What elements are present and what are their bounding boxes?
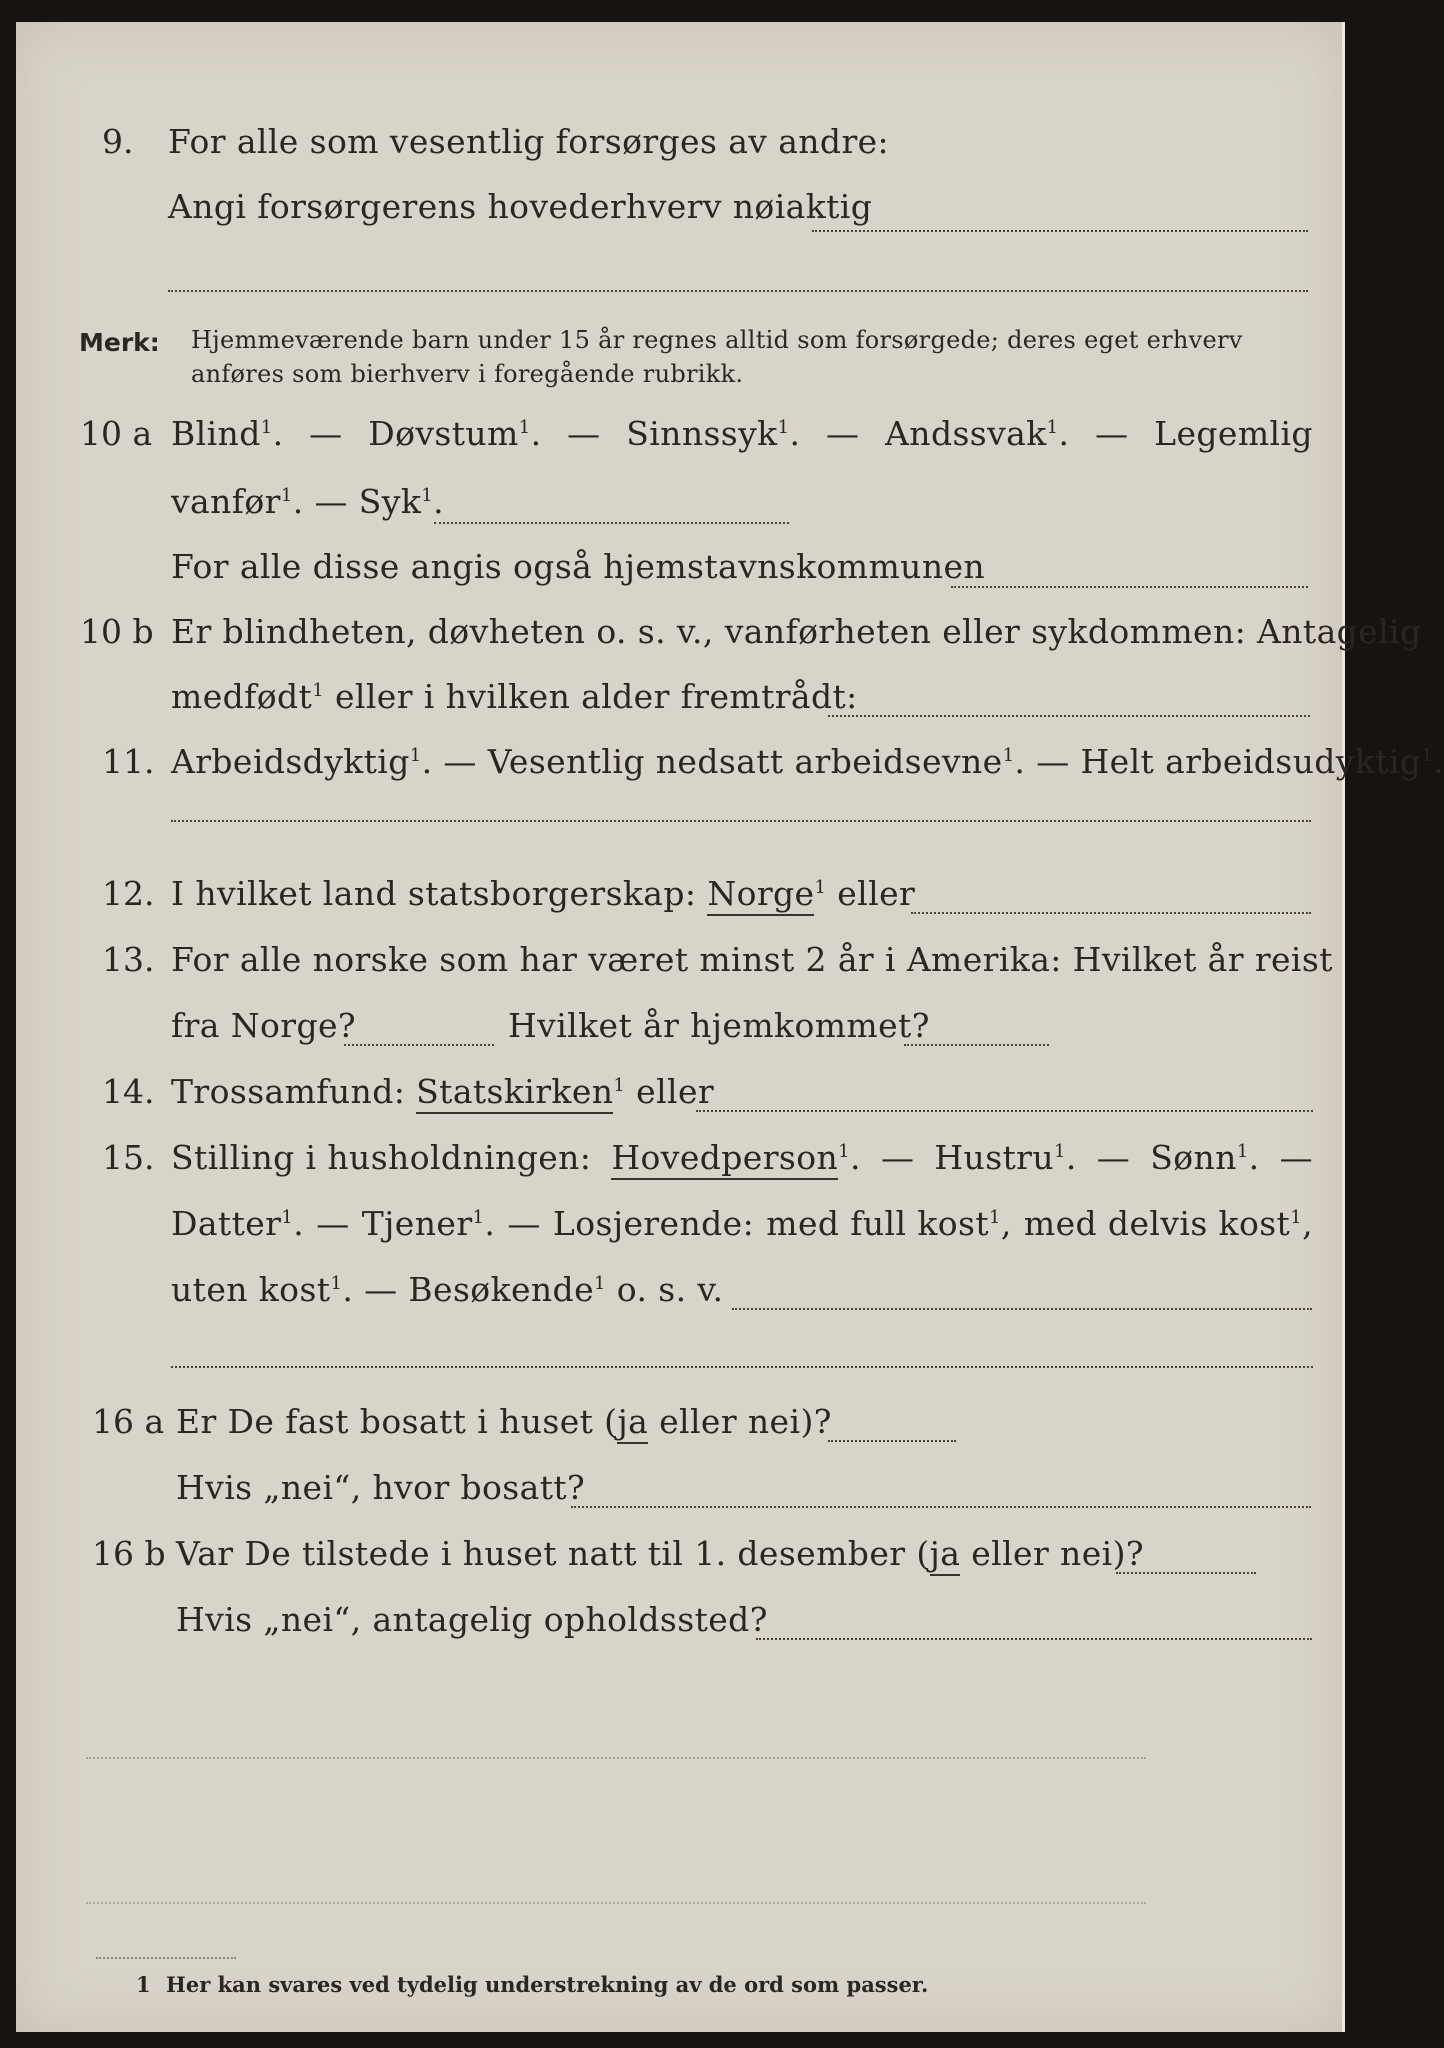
separator-dash: — <box>567 414 601 453</box>
question-15-number: 15. <box>102 1138 155 1177</box>
question-13-number: 13. <box>102 940 155 979</box>
question-16a-line-1: Er De fast bosatt i huset (ja eller nei)? <box>176 1402 832 1441</box>
option-nedsatt-arbeidsevne[interactable]: Vesentlig nedsatt arbeidsevne$^1$. <box>487 742 1026 781</box>
answer-line-q16b[interactable] <box>1116 1572 1256 1574</box>
answer-line-q12-country[interactable] <box>911 912 1311 914</box>
question-10a-line-2 <box>171 482 444 521</box>
option-hustru[interactable]: Hustru$^1$. <box>934 1138 1077 1177</box>
footnote-mark: 1 <box>136 1972 151 1997</box>
question-11-line: Arbeidsdyktig$^1$. — Vesentlig nedsatt arbeidsevne$^1$. — Helt arbeidsudyktig$^1$. <box>171 742 1444 781</box>
option-dovstum[interactable]: Døvstum$^1$. <box>368 414 542 453</box>
separator-dash: — <box>826 414 860 453</box>
footnote-text: Her kan svares ved tydelig understrekning av de ord som passer. <box>166 1972 929 1997</box>
option-legemlig[interactable]: Legemlig <box>1154 414 1313 453</box>
question-12-number: 12. <box>102 874 155 913</box>
answer-line-q15-status[interactable] <box>732 1308 1312 1310</box>
note-label: Merk: <box>79 328 160 357</box>
answer-line-q10b-age[interactable] <box>828 715 1310 717</box>
answer-line-q10a-syk[interactable] <box>434 522 789 524</box>
census-form-page <box>16 22 1444 2032</box>
answer-line-q10a-municipality[interactable] <box>951 586 1308 588</box>
separator-dash: — <box>1095 414 1129 453</box>
answer-line-q9-occupation[interactable] <box>812 230 1308 232</box>
separator-dash: — <box>309 414 343 453</box>
question-16b-line-1: Var De tilstede i huset natt til 1. desember (ja eller nei)? <box>176 1534 1144 1573</box>
option-medfodt[interactable]: medfødt$^1$ <box>171 677 325 716</box>
blank-line <box>86 1757 1146 1759</box>
question-16b-line-2: Hvis „nei“, antagelig opholdssted? <box>176 1600 768 1639</box>
option-full-kost[interactable]: med full kost$^1$, <box>766 1204 1012 1243</box>
answer-line-q16a[interactable] <box>828 1440 956 1442</box>
option-besokende[interactable]: Besøkende$^1$ <box>408 1270 606 1309</box>
answer-line-q13-year-returned[interactable] <box>904 1044 1049 1046</box>
question-12-line: I hvilket land statsborgerskap: Norge$^1$ eller <box>171 874 915 913</box>
question-16b-number: 16 b <box>92 1534 166 1573</box>
question-10b-line-1: Er blindheten, døvheten o. s. v., vanførheten eller sykdommen: Antagelig <box>171 612 1422 651</box>
option-syk[interactable]: Syk$^1$. <box>358 482 444 521</box>
question-16a-line-2: Hvis „nei“, hvor bosatt? <box>176 1468 586 1507</box>
question-10b-number: 10 b <box>80 612 154 651</box>
footnote-rule <box>96 1957 236 1959</box>
question-13-hjemkommet: Hvilket år hjemkommet? <box>508 1006 930 1045</box>
option-sinnssyk[interactable]: Sinnssyk$^1$. <box>626 414 801 453</box>
separator-dash: — <box>314 482 348 521</box>
answer-line-q9-extra[interactable] <box>168 290 1308 292</box>
option-hovedperson-underlined[interactable]: Hovedperson <box>611 1138 838 1180</box>
option-andssvak[interactable]: Andssvak$^1$. <box>885 414 1070 453</box>
option-uten-kost[interactable]: uten kost$^1$. <box>171 1270 354 1309</box>
blank-line <box>86 1902 1146 1904</box>
question-16a-number: 16 a <box>92 1402 165 1441</box>
question-14-number: 14. <box>102 1072 155 1111</box>
question-10a-line-3: For alle disse angis også hjemstavnskommunen <box>171 547 986 586</box>
option-norge-underlined[interactable]: Norge <box>707 874 814 916</box>
question-13-reist: fra Norge? <box>171 1006 357 1045</box>
option-sonn[interactable]: Sønn$^1$. <box>1150 1138 1260 1177</box>
answer-line-q14-religion[interactable] <box>696 1110 1313 1112</box>
answer-line-q16a-where[interactable] <box>571 1506 1311 1508</box>
answer-line-q13-year-left[interactable] <box>344 1044 494 1046</box>
question-9-line-2: Angi forsørgerens hovederhverv nøiaktig <box>168 187 873 226</box>
question-9-number: 9. <box>102 122 134 161</box>
question-14-line: Trossamfund: Statskirken$^1$ eller <box>171 1072 714 1111</box>
option-datter[interactable]: Datter$^1$. <box>171 1204 305 1243</box>
question-13-line-1: For alle norske som har været minst 2 år i Amerika: Hvilket år reist <box>171 940 1333 979</box>
option-arbeidsdyktig[interactable]: Arbeidsdyktig$^1$. <box>171 742 433 781</box>
option-blind[interactable]: Blind$^1$. <box>171 414 284 453</box>
option-vanfor[interactable]: vanfør$^1$. <box>171 482 304 521</box>
question-10b-line-2: medfødt$^1$ eller i hvilken alder fremtrådt: <box>171 677 858 716</box>
answer-line-q11[interactable] <box>171 820 1311 822</box>
option-ja-underlined[interactable]: ja <box>617 1402 648 1444</box>
question-15-line-2: Datter$^1$. — Tjener$^1$. — Losjerende: med full kost$^1$, med delvis kost$^1$, <box>171 1204 1313 1243</box>
answer-line-q15-extra[interactable] <box>171 1366 1313 1368</box>
option-delvis-kost[interactable]: med delvis kost$^1$, <box>1023 1204 1313 1243</box>
answer-line-q16b-location[interactable] <box>756 1638 1312 1640</box>
question-9-line-1: For alle som vesentlig forsørges av andre: <box>168 122 890 161</box>
option-tjener[interactable]: Tjener$^1$. <box>361 1204 496 1243</box>
question-15-line-1: Stilling i husholdningen: Hovedperson$^1$. — Hustru$^1$. — Sønn$^1$. — <box>171 1138 1313 1177</box>
option-arbeidsudyktig[interactable]: Helt arbeidsudyktig$^1$. <box>1080 742 1444 781</box>
option-statskirken-underlined[interactable]: Statskirken <box>416 1072 613 1114</box>
question-10a-line-1 <box>171 414 1313 453</box>
note-line-2: anføres som bierhverv i foregående rubrikk. <box>191 360 744 388</box>
question-15-line-3: uten kost$^1$. — Besøkende$^1$ o. s. v. <box>171 1270 724 1309</box>
question-10a-number: 10 a <box>80 414 153 453</box>
question-11-number: 11. <box>102 742 155 781</box>
option-ja-underlined[interactable]: ja <box>930 1534 961 1576</box>
note-line-1: Hjemmeværende barn under 15 år regnes alltid som forsørgede; deres eget erhverv <box>191 326 1243 354</box>
